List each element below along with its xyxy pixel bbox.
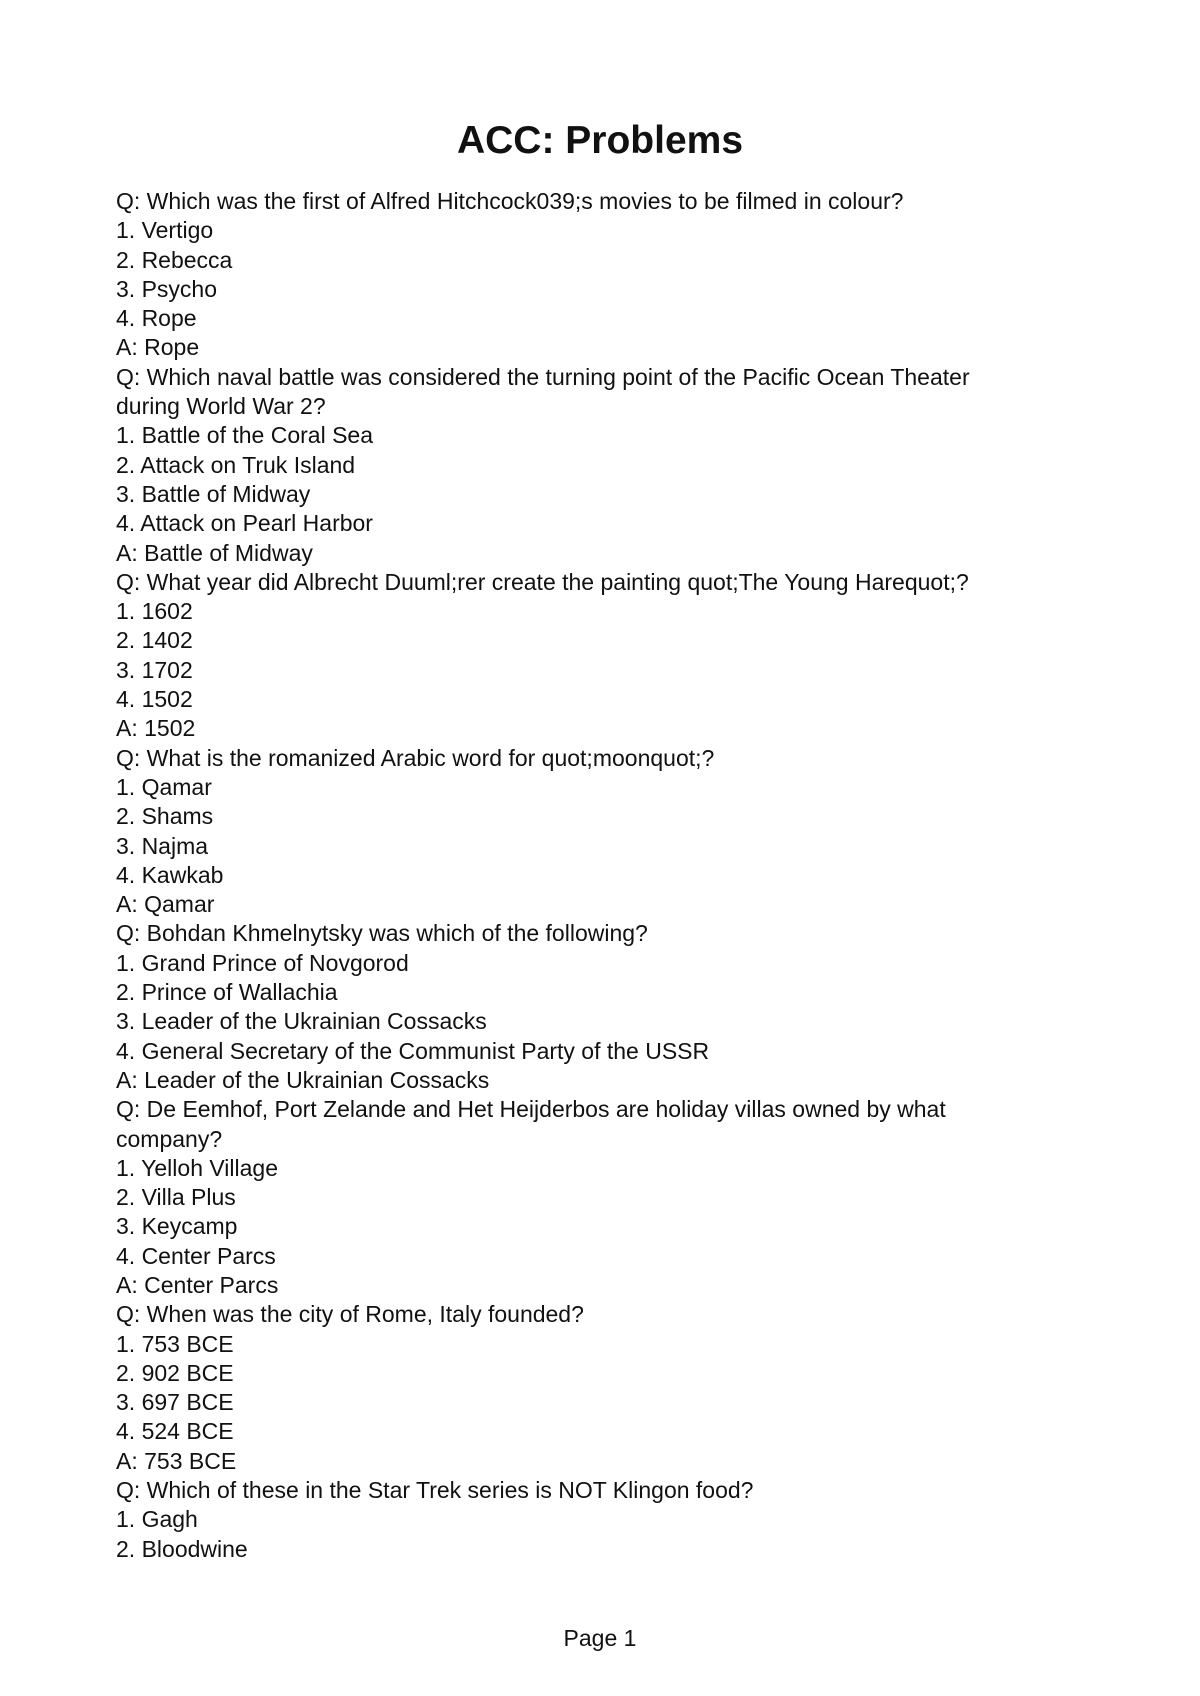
answer-option: 1. Battle of the Coral Sea: [116, 422, 373, 449]
answer-option: 4. General Secretary of the Communist Party of the USSR: [116, 1037, 710, 1064]
question-text: Q: Which naval battle was considered the turning point of the Pacific Ocean Theater during World War 2?: [116, 363, 970, 420]
question-text: Q: Bohdan Khmelnytsky was which of the following?: [116, 920, 648, 947]
correct-answer: A: 753 BCE: [116, 1447, 237, 1474]
answer-option: 4. Center Parcs: [116, 1242, 276, 1269]
answer-option: 2. Villa Plus: [116, 1184, 236, 1211]
question-text: Q: Which of these in the Star Trek series is NOT Klingon food?: [116, 1477, 754, 1504]
correct-answer: A: Qamar: [116, 891, 215, 918]
answer-option: 1. 1602: [116, 598, 193, 625]
correct-answer: A: 1502: [116, 715, 196, 742]
correct-answer: A: Rope: [116, 334, 200, 361]
answer-option: 4. Attack on Pearl Harbor: [116, 510, 373, 537]
answer-option: 1. Vertigo: [116, 217, 214, 244]
answer-option: 1. Gagh: [116, 1506, 198, 1533]
answer-option: 1. Qamar: [116, 773, 212, 800]
answer-option: 3. Battle of Midway: [116, 480, 311, 507]
correct-answer: A: Leader of the Ukrainian Cossacks: [116, 1066, 490, 1093]
answer-option: 4. Kawkab: [116, 861, 224, 888]
answer-option: 2. 1402: [116, 627, 193, 654]
answer-option: 4. Rope: [116, 305, 197, 332]
question-list: [116, 187, 1036, 1564]
answer-option: 1. Yelloh Village: [116, 1154, 278, 1181]
answer-option: 3. 697 BCE: [116, 1389, 234, 1416]
answer-option: 2. Prince of Wallachia: [116, 979, 338, 1006]
correct-answer: A: Battle of Midway: [116, 539, 313, 566]
answer-option: 3. Keycamp: [116, 1213, 238, 1240]
question-text: Q: What is the romanized Arabic word for quot;moonquot;?: [116, 744, 715, 771]
answer-option: 1. Grand Prince of Novgorod: [116, 949, 409, 976]
answer-option: 4. 1502: [116, 686, 193, 713]
answer-option: 2. 902 BCE: [116, 1359, 234, 1386]
answer-option: 3. 1702: [116, 656, 193, 683]
answer-option: 2. Rebecca: [116, 246, 233, 273]
answer-option: 4. 524 BCE: [116, 1418, 234, 1445]
question-text: Q: When was the city of Rome, Italy founded?: [116, 1301, 584, 1328]
correct-answer: A: Center Parcs: [116, 1271, 279, 1298]
answer-option: 3. Najma: [116, 832, 209, 859]
page-number: Page 1: [563, 1625, 637, 1651]
answer-option: 3. Psycho: [116, 275, 217, 302]
question-text: Q: De Eemhof, Port Zelande and Het Heijderbos are holiday villas owned by what company?: [116, 1096, 946, 1152]
page-title: ACC: Problems: [456, 119, 744, 162]
answer-option: 3. Leader of the Ukrainian Cossacks: [116, 1008, 487, 1035]
answer-option: 2. Shams: [116, 803, 214, 830]
answer-option: 2. Attack on Truk Island: [116, 451, 356, 478]
question-text: Q: Which was the first of Alfred Hitchcock039;s movies to be filmed in colour?: [116, 188, 904, 214]
answer-option: 1. 753 BCE: [116, 1330, 234, 1357]
question-text: Q: What year did Albrecht Duuml;rer create the painting quot;The Young Harequot;?: [116, 568, 969, 595]
answer-option: 2. Bloodwine: [116, 1535, 248, 1562]
